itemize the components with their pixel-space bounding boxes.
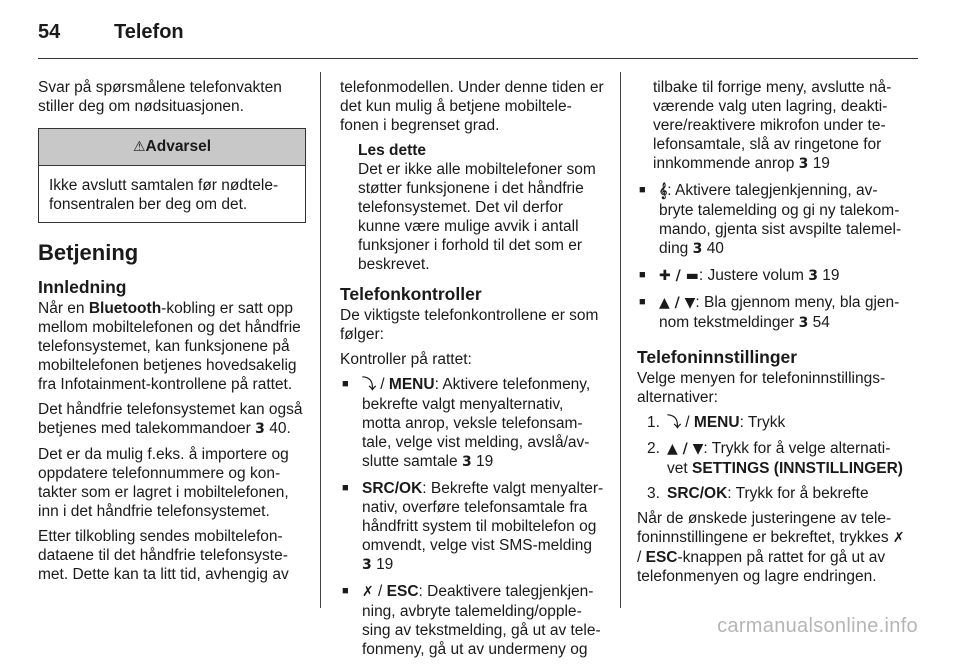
warning-title: Advarsel [145,138,212,155]
page-ref-icon: 3 [362,557,372,573]
paragraph: Det er da mulig f.eks. å importere og oppdatere telefonnummere og kontakter som er lagret i mobiltelefonen, inn i det håndfrie telefonsystemet. [38,446,289,520]
phone-icon: ⤵ [362,377,376,393]
chapter-title: Telefon [114,21,184,43]
back-icon: ✗ [892,530,905,546]
warning-box [38,128,306,223]
column-3 [637,78,905,592]
intro-text: Svar på spørsmålene telefonvakten stiller deg om nødsituasjonen. [38,79,282,115]
page-number: 54 [38,21,61,43]
up-down-icon: ▲ / ▼ [667,441,704,457]
step-item: 1. ⤵ / MENU: Trykk [647,414,786,431]
note-title: Les dette [358,142,427,159]
column-2 [340,78,604,666]
phone-icon: ⤵ [667,415,681,431]
list-item: ■ ✗ / ESC: Deaktivere talegjenkjenning, avbryte talemelding/opplesing av tekstmelding, gå ut av telefonmeny, gå ut av undermeny og [340,582,604,659]
step-item: 3. SRC/OK: Trykk for å bekrefte [647,485,869,502]
list-item-continued: tilbake til forrige meny, avslutte nåværende valg uten lagring, deaktivere/reaktivere mikrofon under telefonsamtale, slå av ringetone for innkommende anrop 3 19 [653,79,892,172]
note-box [340,141,604,274]
paragraph: Når en Bluetooth-kobling er satt opp mellom mobiltelefonen og det håndfrie telefonsystemet, kan funksjonene på mobiltelefonen betjenes hovedsakelig fra Infotainment-kontrollene på rattet. [38,300,301,393]
column-divider [320,72,321,608]
warning-header [39,129,305,166]
section-heading: Betjening [38,240,139,265]
page-header [38,18,184,50]
step-item: 2. ▲ / ▼: Trykk for å velge alternativet SETTINGS (INNSTILLINGER) [647,440,903,477]
page-ref-icon: 3 [798,315,809,331]
voice-icon: 𝄞 [659,183,668,199]
subsection-heading: Telefoninnstillinger [637,347,798,367]
list-item: ■ ✚ / ▬: Justere volum 3 19 [637,266,905,286]
list-item: ■ ▲ / ▼: Bla gjennom meny, bla gjennom tekstmeldinger 3 54 [637,293,905,333]
back-icon: ✗ [362,584,374,600]
watermark: carmanualsonline.info [717,615,918,637]
paragraph: Det håndfrie telefonsystemet kan også betjenes med talekommandoer 3 40. [38,401,303,437]
warning-icon: ⚠ [132,139,146,155]
page-ref-icon: 3 [255,421,265,437]
paragraph: Kontroller på rattet: [340,351,472,368]
paragraph: Når de ønskede justeringene av telefoninnstillingene er bekreftet, trykkes ✗ / ESC-knappen på rattet for gå ut av telefonmenyen og lagre endringen. [637,510,905,585]
list-item: ■ ⤵ / MENU: Aktivere telefonmeny, bekrefte valgt menyalternativ, motta anrop, veksle telefonsamtale, velge vist melding, avslå/avslutte samtale 3 19 [340,375,604,472]
column-divider [620,72,621,608]
volume-icon: ✚ / ▬ [659,268,699,284]
header-rule [38,58,918,59]
list-item: ■ 𝄞: Aktivere talegjenkjenning, avbryte talemelding og gi ny talekommando, gjenta sist avspilte talemelding 3 40 [637,181,905,259]
paragraph: De viktigste telefonkontrollene er som følger: [340,307,599,343]
page-ref-icon: 3 [461,454,472,470]
up-down-icon: ▲ / ▼ [659,295,696,311]
page-ref-icon: 3 [808,268,818,284]
subsection-heading: Innledning [38,277,127,297]
page-ref-icon: 3 [798,156,809,172]
warning-text: Ikke avslutt samtalen før nødtelefonsentralen ber deg om det. [49,177,279,213]
paragraph: Etter tilkobling sendes mobiltelefondataene til det håndfrie telefonsystemet. Dette kan ta litt tid, avhengig av [38,528,289,583]
subsection-heading: Telefonkontroller [340,284,482,304]
column-1 [38,78,306,590]
list-item: ■ SRC/OK: Bekrefte valgt menyalternativ, overføre telefonsamtale fra håndfritt system til mobiltelefon og omvendt, velge vist SMS-melding 3 19 [340,479,604,575]
paragraph: Velge menyen for telefoninnstillingsalternativer: [637,370,886,406]
page-ref-icon: 3 [692,241,703,257]
paragraph: telefonmodellen. Under denne tiden er det kun mulig å betjene mobiltelefonen i begrenset grad. [340,79,604,134]
note-text: Det er ikke alle mobiltelefoner som støtter funksjonene i det håndfrie telefonsystemet. Det vil derfor kunne være mulige avvik i antall funksjoner i forhold til det som er beskrevet. [358,161,596,273]
